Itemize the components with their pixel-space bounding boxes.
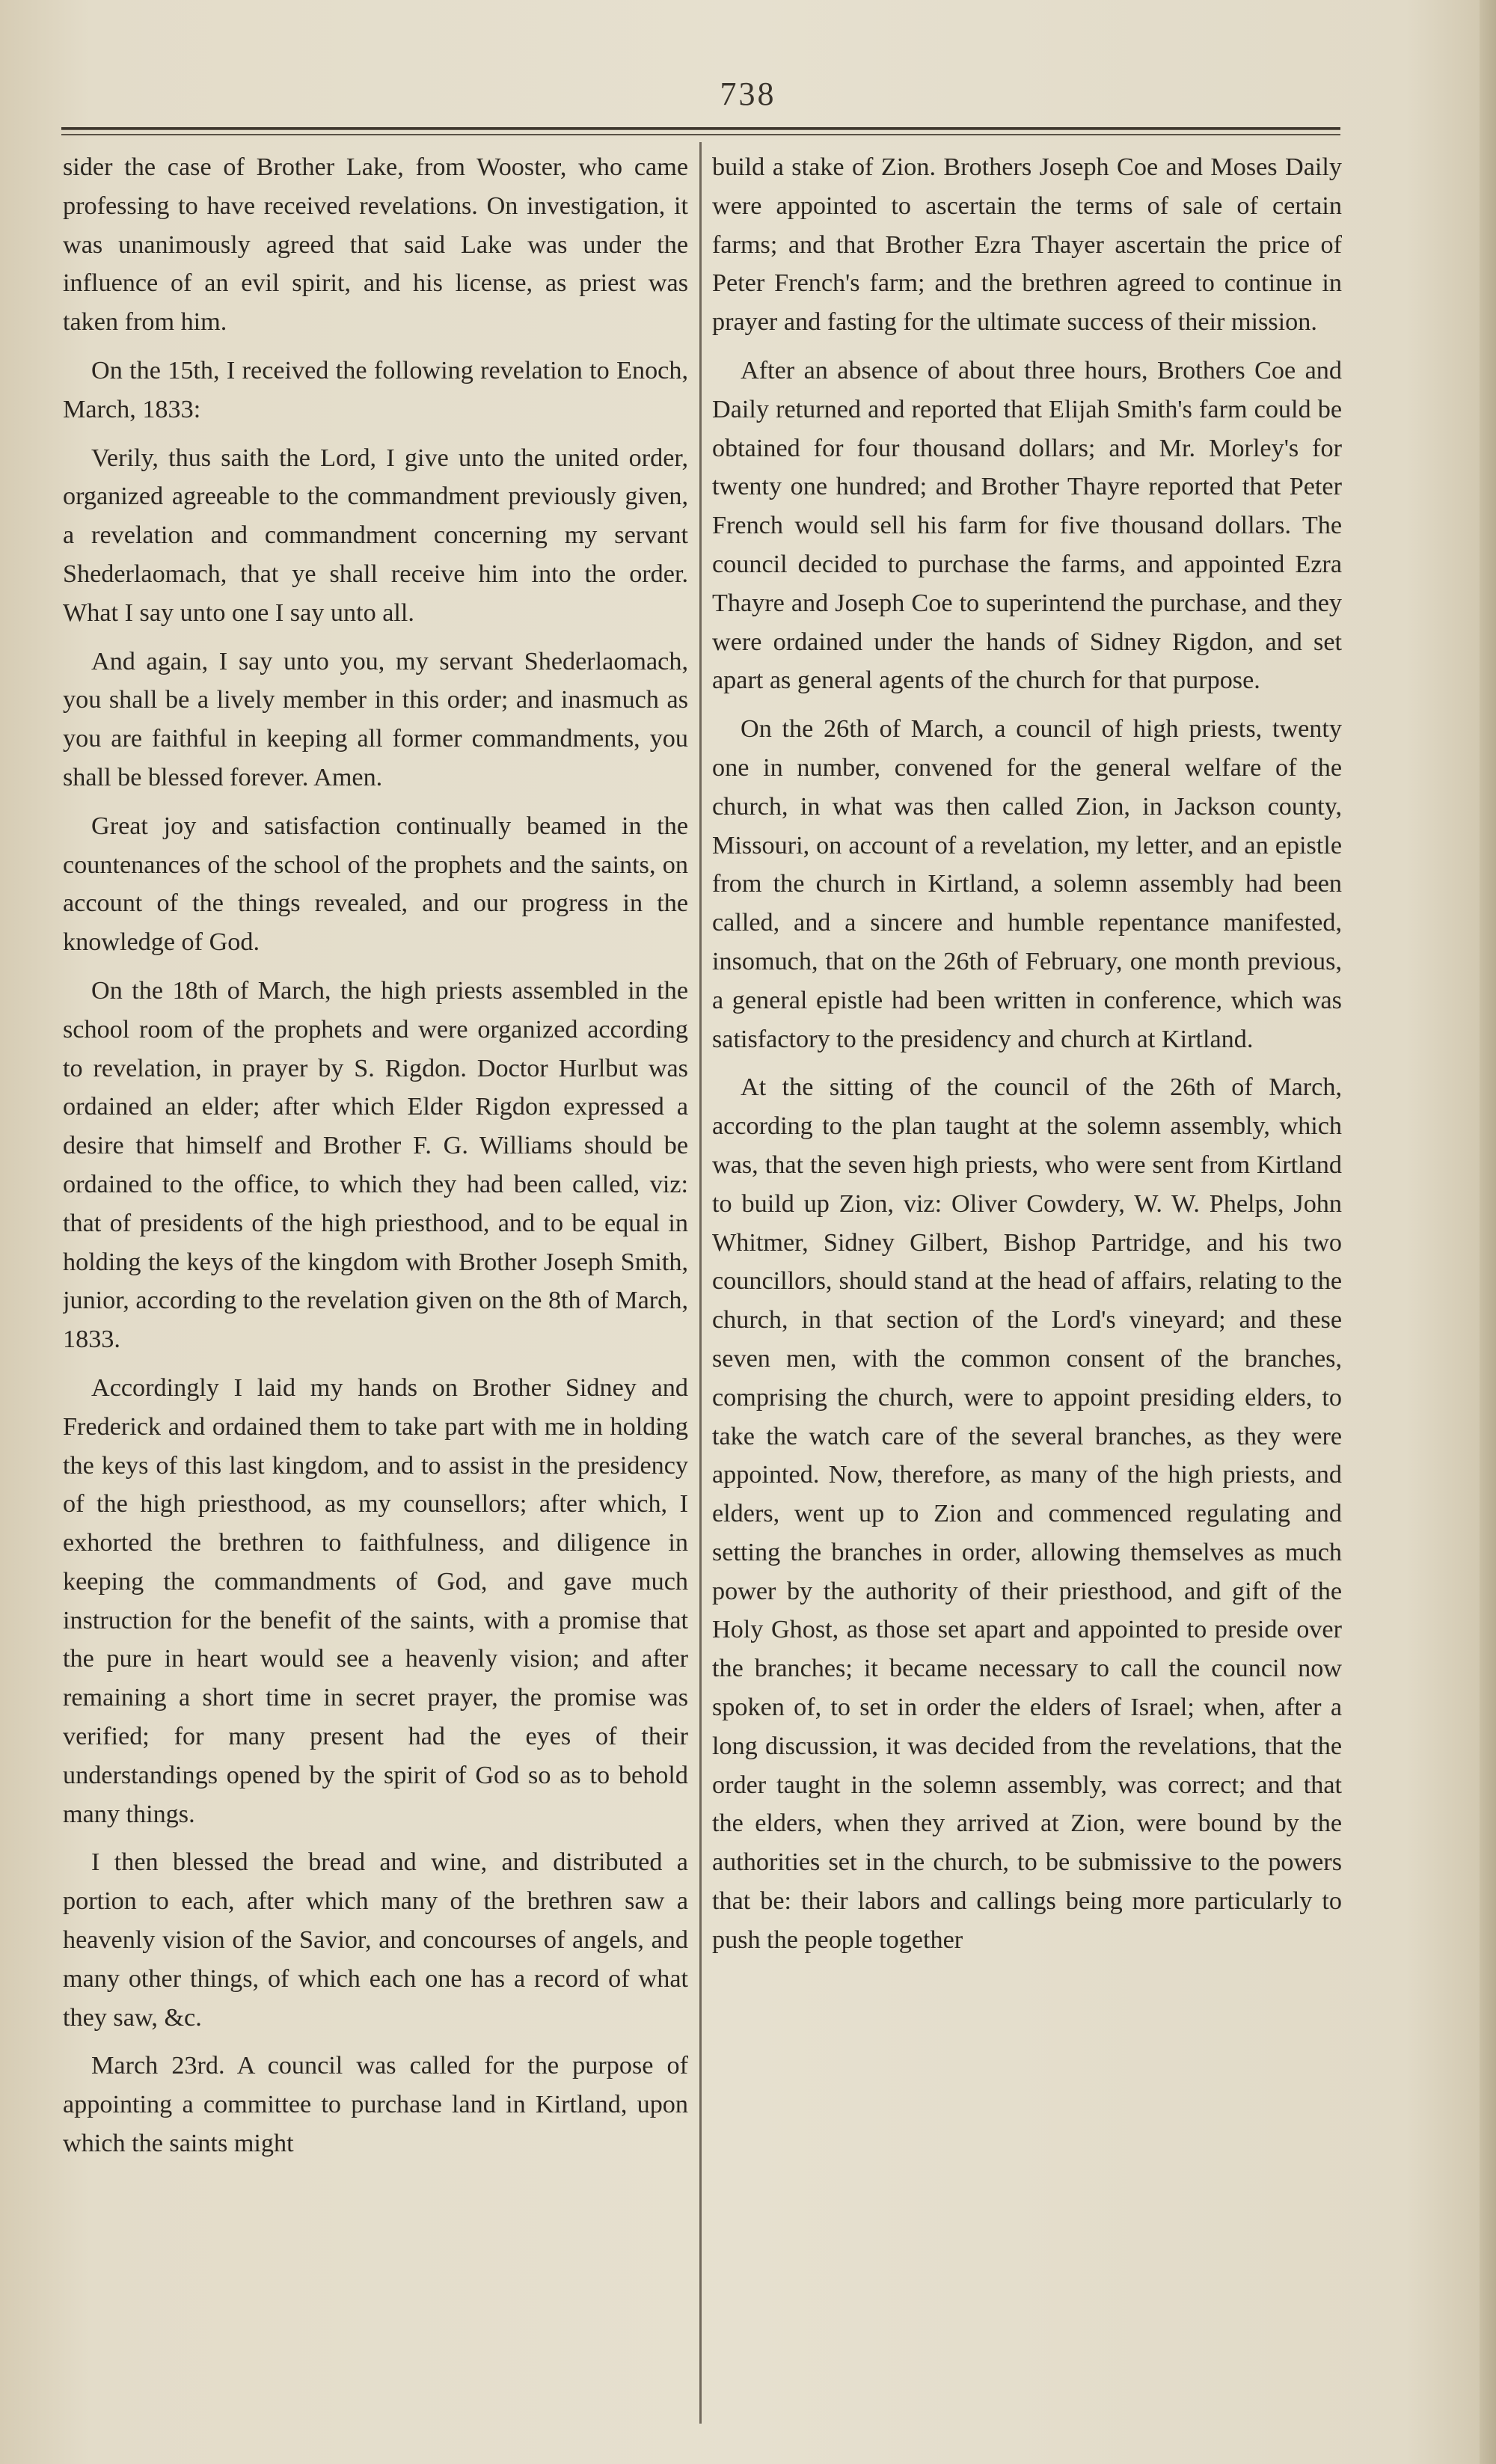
paragraph: March 23rd. A council was called for the purpose of appointing a committee to purchase land in Kirtland, upon which the saints might — [63, 2052, 688, 2158]
page-number: 738 — [720, 76, 776, 112]
paragraph: build a stake of Zion. Brothers Joseph Coe and Moses Daily were appointed to ascertain the terms of sale of certain farms; and that Brother Ezra Thayer ascertain the price of Peter French's farm; and the brethren agreed to continue in prayer and fasting for the ultimate success of their mission. — [712, 153, 1342, 337]
paragraph: On the 15th, I received the following revelation to Enoch, March, 1833: — [63, 356, 688, 423]
page-edge — [1480, 0, 1496, 2464]
left-column — [63, 148, 688, 2445]
paragraph: Verily, thus saith the Lord, I give unto the united order, organized agreeable to the commandment previously given, a revelation and commandment concerning my servant Shederlaomach, that ye shall receive him into the order. What I say unto one I say unto all. — [63, 444, 688, 627]
paragraph: I then blessed the bread and wine, and distributed a portion to each, after which many of the brethren saw a heavenly vision of the Savior, and concourses of angels, and many other things, of which each one has a record of what they saw, &c. — [63, 1848, 688, 2032]
paragraph: On the 18th of March, the high priests assembled in the school room of the prophets and were organized according to revelation, in prayer by S. Rigdon. Doctor Hurlbut was ordained an elder; after which Elder Rigdon expressed a desire that himself and Brother F. G. Williams should be ordained to the office, to which they had been called, viz: that of presidents of the high priesthood, and to be equal in holding the keys of the kingdom with Brother Joseph Smith, junior, according to the revelation given on the 8th of March, 1833. — [63, 976, 688, 1354]
paragraph: Accordingly I laid my hands on Brother Sidney and Frederick and ordained them to take part with me in holding the keys of this last kingdom, and to assist in the presidency of the high priesthood, as my counsellors; after which, I exhorted the brethren to faithfulness, and diligence in keeping the commandments of God, and gave much instruction for the benefit of the saints, with a promise that the pure in heart would see a heavenly vision; and after remaining a short time in secret prayer, the promise was verified; for many present had the eyes of their understandings opened by the spirit of God so as to behold many things. — [63, 1373, 688, 1828]
paragraph: On the 26th of March, a council of high priests, twenty one in number, convened for the general welfare of the church, in what was then called Zion, in Jackson county, Missouri, on account of a revelation, my letter, and an epistle from the church in Kirtland, a solemn assembly had been called, and a sincere and humble repentance manifested, insomuch, that on the 26th of February, one month previous, a general epistle had been written in conference, which was satisfactory to the presidency and church at Kirtland. — [712, 715, 1342, 1053]
header-rule — [61, 127, 1340, 130]
paragraph: After an absence of about three hours, Brothers Coe and Daily returned and reported that Elijah Smith's farm could be obtained for four thousand dollars; and Mr. Morley's for twenty one hundred; and Brother Thayre reported that Peter French would sell his farm for five thousand dollars. The council decided to purchase the farms, and appointed Ezra Thayre and Joseph Coe to superintend the purchase, and they were ordained under the hands of Sidney Rigdon, and set apart as general agents of the church for that purpose. — [712, 356, 1342, 695]
paragraph: sider the case of Brother Lake, from Wooster, who came professing to have received revelations. On investigation, it was unanimously agreed that said Lake was under the influence of an evil spirit, and his license, as priest was taken from him. — [63, 153, 688, 337]
right-column — [712, 148, 1342, 2445]
paragraph: At the sitting of the council of the 26th of March, according to the plan taught at the solemn assembly, which was, that the seven high priests, who were sent from Kirtland to build up Zion, viz: Oliver Cowdery, W. W. Phelps, John Whitmer, Sidney Gilbert, Bishop Partridge, and his two councillors, should stand at the head of affairs, relating to the church, in that section of the Lord's vineyard; and these seven men, with the common consent of the branches, comprising the church, were to appoint presiding elders, to take the watch care of the several branches, as they were appointed. Now, therefore, as many of the high priests, and elders, went up to Zion and commenced regulating and setting the branches in order, allowing themselves as much power by the authority of their priesthood, and gift of the Holy Ghost, as those set apart and appointed to preside over the branches; it became necessary to call the council now spoken of, to set in order the elders of Israel; when, after a long discussion, it was decided from the revelations, that the order taught in the solemn assembly, was correct; and that the elders, when they arrived at Zion, were bound by the authorities set in the church, to be submissive to the powers that be: their labors and callings being more particularly to push the people together — [712, 1073, 1342, 1954]
paragraph: Great joy and satisfaction continually beamed in the countenances of the school of the prophets and the saints, on account of the things revealed, and our progress in the knowledge of God. — [63, 812, 688, 957]
paragraph: And again, I say unto you, my servant Shederlaomach, you shall be a lively member in this order; and inasmuch as you are faithful in keeping all former commandments, you shall be blessed forever. Amen. — [63, 647, 688, 791]
column-divider — [699, 142, 702, 2424]
